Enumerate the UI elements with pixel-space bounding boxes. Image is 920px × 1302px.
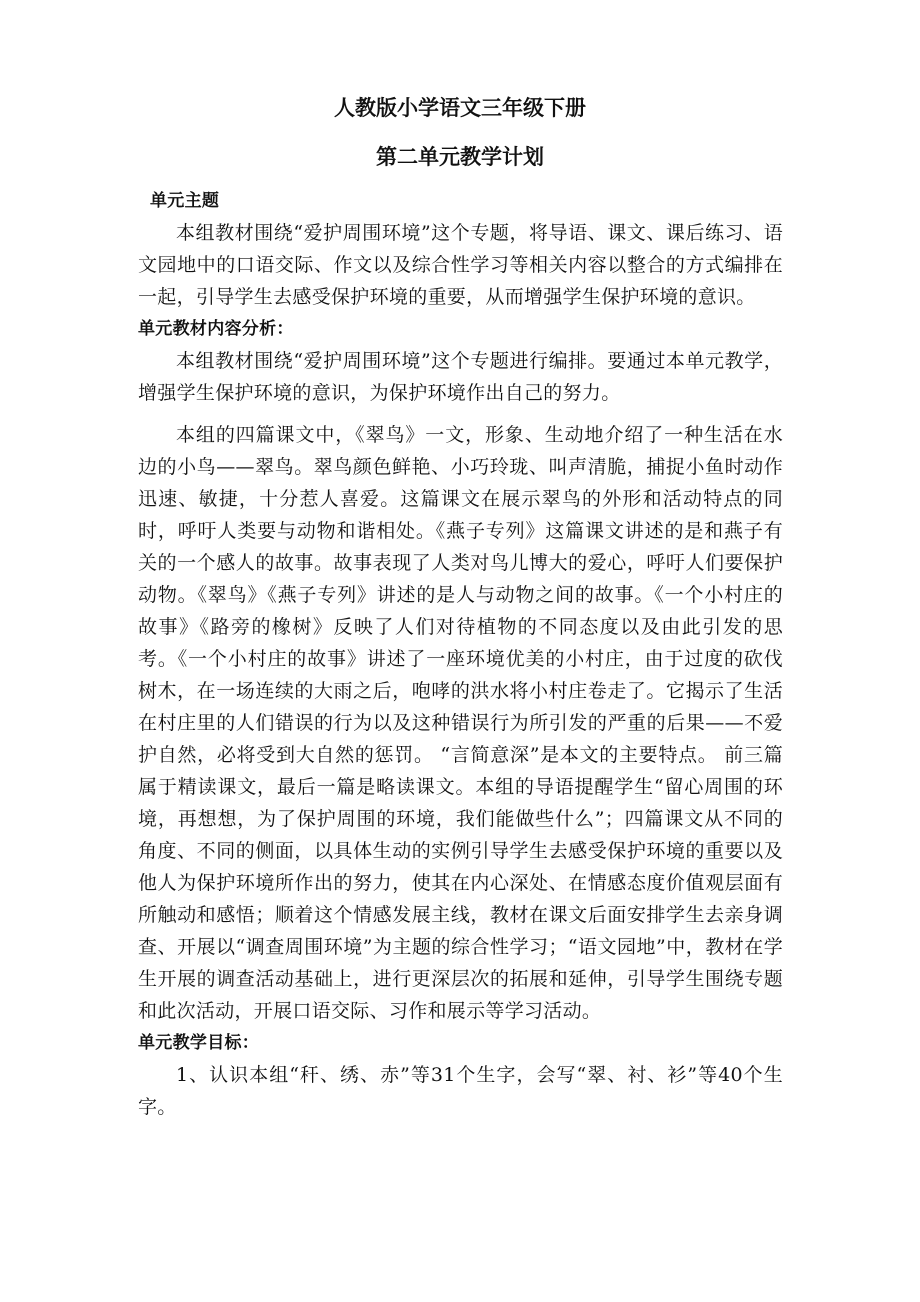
section-content-analysis [138,313,783,1027]
document-title: 人教版小学语文三年级下册 [334,96,586,120]
paragraph: 本组教材围绕“爱护周围环境”这个专题，将导语、课文、课后练习、语文园地中的口语交际、作文以及综合性学习等相关内容以整合的方式编排在一起，引导学生去感受保护环境的重要，从而增强学生保护环境的意识。 [138,222,783,308]
section-heading: 单元教材内容分析： [138,319,294,339]
paragraph: 1、认识本组“秆、绣、赤”等31个生字，会写“翠、衬、衫”等40个生字。 [138,1064,783,1118]
document-subtitle: 第二单元教学计划 [376,145,544,169]
section-heading: 单元主题 [150,191,220,211]
paragraph: 本组的四篇课文中，《翠鸟》一文，形象、生动地介绍了一种生活在水边的小鸟——翠鸟。翠鸟颜色鲜艳、小巧玲珑、叫声清脆，捕捉小鱼时动作迅速、敏捷，十分惹人喜爱。这篇课文在展示翠鸟的外形和活动特点的同时，呼吁人类要与动物和谐相处。《燕子专列》这篇课文讲述的是和燕子有关的一个感人的故事。故事表现了人类对鸟儿博大的爱心，呼吁人们要保护动物。《翠鸟》《燕子专列》讲述的是人与动物之间的故事。《一个小村庄的故事》《路旁的橡树》反映了人们对待植物的不同态度以及由此引发的思考。《一个小村庄的故事》讲述了一座环境优美的小村庄，由于过度的砍伐树木，在一场连续的大雨之后，咆哮的洪水将小村庄卷走了。它揭示了生活在村庄里的人们错误的行为以及这种错误行为所引发的严重的后果——不爱护自然，必将受到大自然的惩罚。 “言简意深”是本文的主要特点。 前三篇属于精读课文，最后一篇是略读课文。本组的导语提醒学生“留心周围的环境，再想想，为了保护周围的环境，我们能做些什么”；四篇课文从不同的角度、不同的侧面，以具体生动的实例引导学生去感受保护环境的重要以及他人为保护环境所作出的努力，使其在内心深处、在情感态度价值观层面有所触动和感悟；顺着这个情感发展主线，教材在课文后面安排学生去亲身调查、开展以“调查周围环境”为主题的综合性学习；“语文园地”中，教材在学生开展的调查活动基础上，进行更深层次的拓展和延伸，引导学生围绕专题和此次活动，开展口语交际、习作和展示等学习活动。 [138,424,783,1022]
document-body [138,185,783,1123]
section-teaching-goals [138,1027,783,1123]
section-unit-theme [138,185,783,313]
paragraph: 本组教材围绕“爱护周围环境”这个专题进行编排。要通过本单元教学，增强学生保护环境的意识，为保护环境作出自己的努力。 [138,350,783,404]
section-heading: 单元教学目标： [138,1033,260,1053]
